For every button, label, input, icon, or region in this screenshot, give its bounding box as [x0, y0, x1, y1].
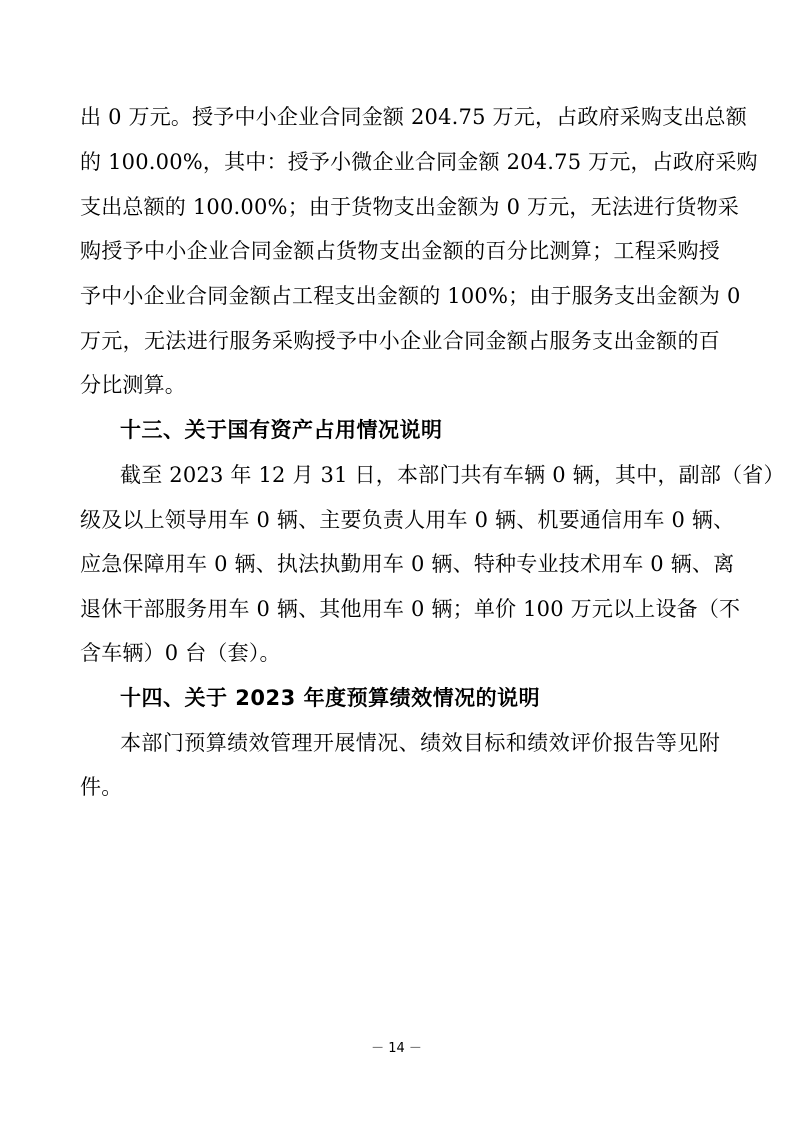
paragraph-line: 分比测算。: [80, 373, 186, 397]
paragraph-line: 的 100.00%，其中：授予小微企业合同金额 204.75 万元，占政府采购: [80, 150, 758, 174]
paragraph-line: 截至 2023 年 12 月 31 日，本部门共有车辆 0 辆，其中，副部（省）: [120, 463, 785, 487]
paragraph-line: 本部门预算绩效管理开展情况、绩效目标和绩效评价报告等见附: [120, 731, 720, 755]
paragraph-line: 万元，无法进行服务采购授予中小企业合同金额占服务支出金额的百: [80, 329, 720, 353]
paragraph-line: 含车辆）0 台（套）。: [80, 641, 281, 665]
paragraph-line: 出 0 万元。授予中小企业合同金额 204.75 万元，占政府采购支出总额: [80, 105, 747, 129]
section-14-heading: 十四、关于 2023 年度预算绩效情况的说明: [120, 686, 541, 710]
paragraph-line: 购授予中小企业合同金额占货物支出金额的百分比测算；工程采购授: [80, 239, 720, 263]
page-number: － 14 －: [371, 1041, 422, 1056]
paragraph-line: 退休干部服务用车 0 辆、其他用车 0 辆；单价 100 万元以上设备（不: [80, 597, 741, 621]
paragraph-line: 支出总额的 100.00%；由于货物支出金额为 0 万元，无法进行货物采: [80, 195, 740, 219]
paragraph-line: 予中小企业合同金额占工程支出金额的 100%；由于服务支出金额为 0: [80, 284, 741, 308]
paragraph-line: 应急保障用车 0 辆、执法执勤用车 0 辆、特种专业技术用车 0 辆、离: [80, 552, 735, 576]
paragraph-line: 件。: [80, 775, 123, 799]
section-13-heading: 十三、关于国有资产占用情况说明: [120, 418, 443, 442]
paragraph-line: 级及以上领导用车 0 辆、主要负责人用车 0 辆、机要通信用车 0 辆、: [80, 508, 735, 532]
